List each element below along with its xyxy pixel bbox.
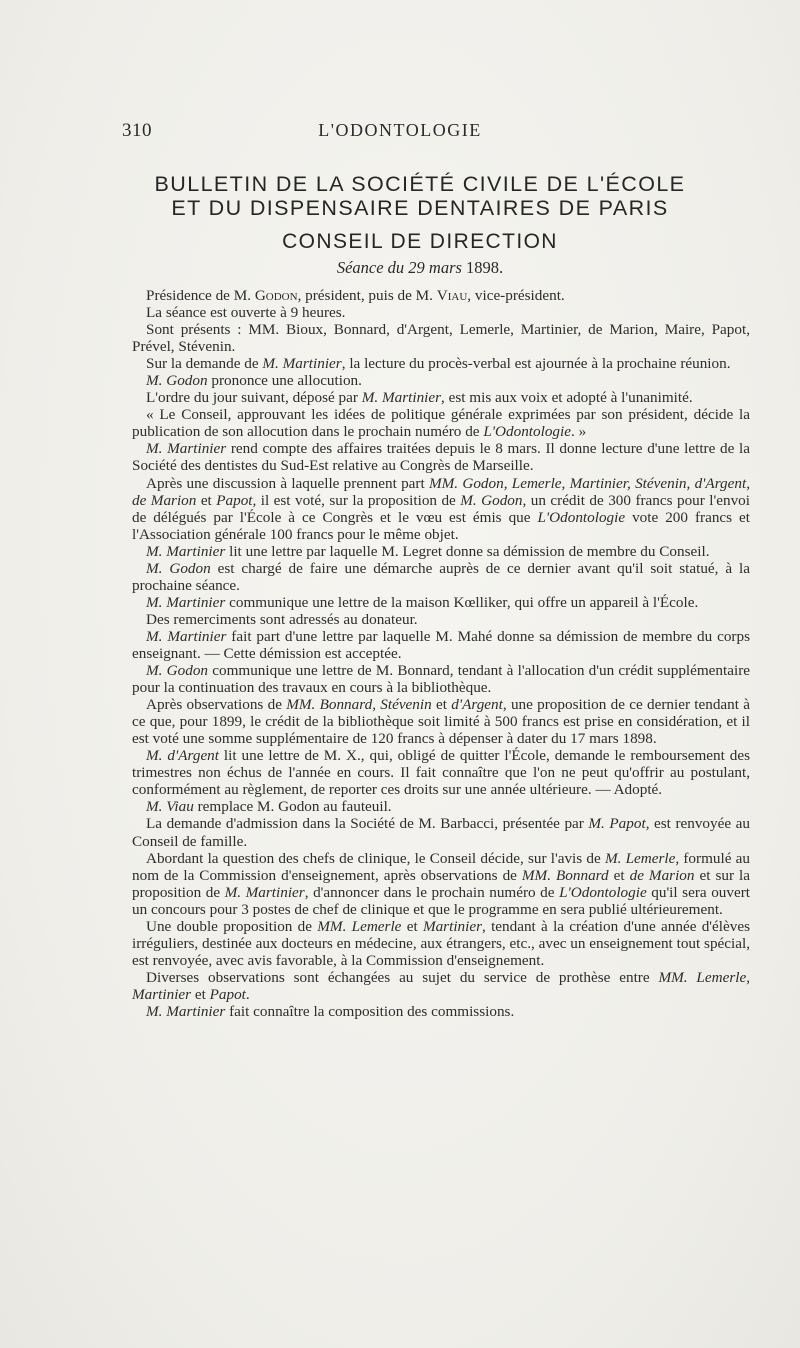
paragraph: Après une discussion à laquelle prennent part MM. Godon, Lemerle, Martinier, Stévenin, d'Argent, de Marion et Papot, il est voté, sur la proposition de M. Godon, un crédit de 300 francs pour l'envoi de délégués par l'École à ce Congrès et le vœu est émis que L'Odontologie vote 200 francs et l'Association générale 100 francs pour le même objet. xyxy=(132,474,751,543)
session-year: 1898. xyxy=(466,258,504,277)
journal-name: L'ODONTOLOGIE xyxy=(318,120,482,140)
paragraph: Abordant la question des chefs de clinique, le Conseil décide, sur l'avis de M. Lemerle, formulé au nom de la Commission d'enseignement, après observations de MM. Bonnard et de Marion et sur la proposition de M. Martinier, d'annoncer dans le prochain numéro de L'Odontologie qu'il sera ouvert un concours pour 3 postes de chef de clinique et que le programme en sera publié ultérieurement. xyxy=(132,849,750,918)
paragraph: « Le Conseil, approuvant les idées de politique générale exprimées par son président, décide la publication de son allocution dans le prochain numéro de L'Odontologie. » xyxy=(132,406,750,441)
paragraph: M. Martinier communique une lettre de la maison Kœlliker, qui offre un appareil à l'École. xyxy=(146,593,699,611)
bulletin-title-line-2: ET DU DISPENSAIRE DENTAIRES DE PARIS xyxy=(171,196,669,220)
session-label: Séance du 29 mars xyxy=(336,258,462,277)
paragraph: La demande d'admission dans la Société de M. Barbacci, présentée par M. Papot, est renvoyée au Conseil de famille. xyxy=(132,815,750,850)
session-date xyxy=(100,258,740,278)
paragraph: M. Godon prononce une allocution. xyxy=(146,372,362,390)
paragraph: M. d'Argent lit une lettre de M. X., qui, obligé de quitter l'École, demande le remboursement des trimestres non échus de l'année en cours. Il fait connaître que l'on ne peut qu'offrir au postulant, conformément au règlement, de reporter ces droits sur une année ultérieure. — Adopté. xyxy=(132,747,750,799)
minutes-body xyxy=(132,287,750,1020)
paragraph: M. Martinier fait connaître la composition des commissions. xyxy=(146,1002,515,1020)
paragraph: M. Martinier lit une lettre par laquelle M. Legret donne sa démission de membre du Conseil. xyxy=(146,542,710,560)
paragraph: M. Godon est chargé de faire une démarche auprès de ce dernier avant qu'il soit statué, à la prochaine séance. xyxy=(132,559,750,594)
paragraph: Diverses observations sont échangées au sujet du service de prothèse entre MM. Lemerle, Martinier et Papot. xyxy=(132,968,750,1003)
paragraph: L'ordre du jour suivant, déposé par M. Martinier, est mis aux voix et adopté à l'unanimité. xyxy=(146,389,693,407)
paragraph: Sont présents : MM. Bioux, Bonnard, d'Argent, Lemerle, Martinier, de Marion, Maire, Papot, Prével, Stévenin. xyxy=(132,321,750,356)
paragraph: Une double proposition de MM. Lemerle et Martinier, tendant à la création d'une année d'élèves irréguliers, destinée aux docteurs en médecine, aux étrangers, etc., avec un enseignement tout spécial, est renvoyée, avec avis favorable, à la Commission d'enseignement. xyxy=(132,917,750,969)
paragraph: M. Martinier fait part d'une lettre par laquelle M. Mahé donne sa démission de membre du corps enseignant. — Cette démission est acceptée. xyxy=(132,627,750,662)
section-title: CONSEIL DE DIRECTION xyxy=(282,230,558,253)
paragraph: M. Martinier rend compte des affaires traitées depuis le 8 mars. Il donne lecture d'une lettre de la Société des dentistes du Sud-Est relative au Congrès de Marseille. xyxy=(132,440,750,475)
paragraph: Des remerciments sont adressés au donateur. xyxy=(146,610,418,628)
bulletin-title-line-1: BULLETIN DE LA SOCIÉTÉ CIVILE DE L'ÉCOLE xyxy=(154,172,686,196)
paragraph: M. Viau remplace M. Godon au fauteuil. xyxy=(146,798,392,816)
paragraph: M. Godon communique une lettre de M. Bonnard, tendant à l'allocation d'un crédit supplémentaire pour la continuation des travaux en cours à la bibliothèque. xyxy=(132,662,750,697)
paragraph: La séance est ouverte à 9 heures. xyxy=(146,304,346,322)
page-number: 310 xyxy=(122,120,152,141)
paragraph: Présidence de M. Godon, président, puis de M. Viau, vice-président. xyxy=(146,287,565,304)
running-head xyxy=(0,120,800,146)
paragraph: Après observations de MM. Bonnard, Stévenin et d'Argent, une proposition de ce dernier tendant à ce que, pour 1899, le crédit de la bibliothèque soit limité à 500 francs est prise en considération, et il est voté une somme supplémentaire de 120 francs à dépenser à dater du 17 mars 1898. xyxy=(132,696,751,748)
paragraph: Sur la demande de M. Martinier, la lecture du procès-verbal est ajournée à la prochaine réunion. xyxy=(146,355,731,373)
